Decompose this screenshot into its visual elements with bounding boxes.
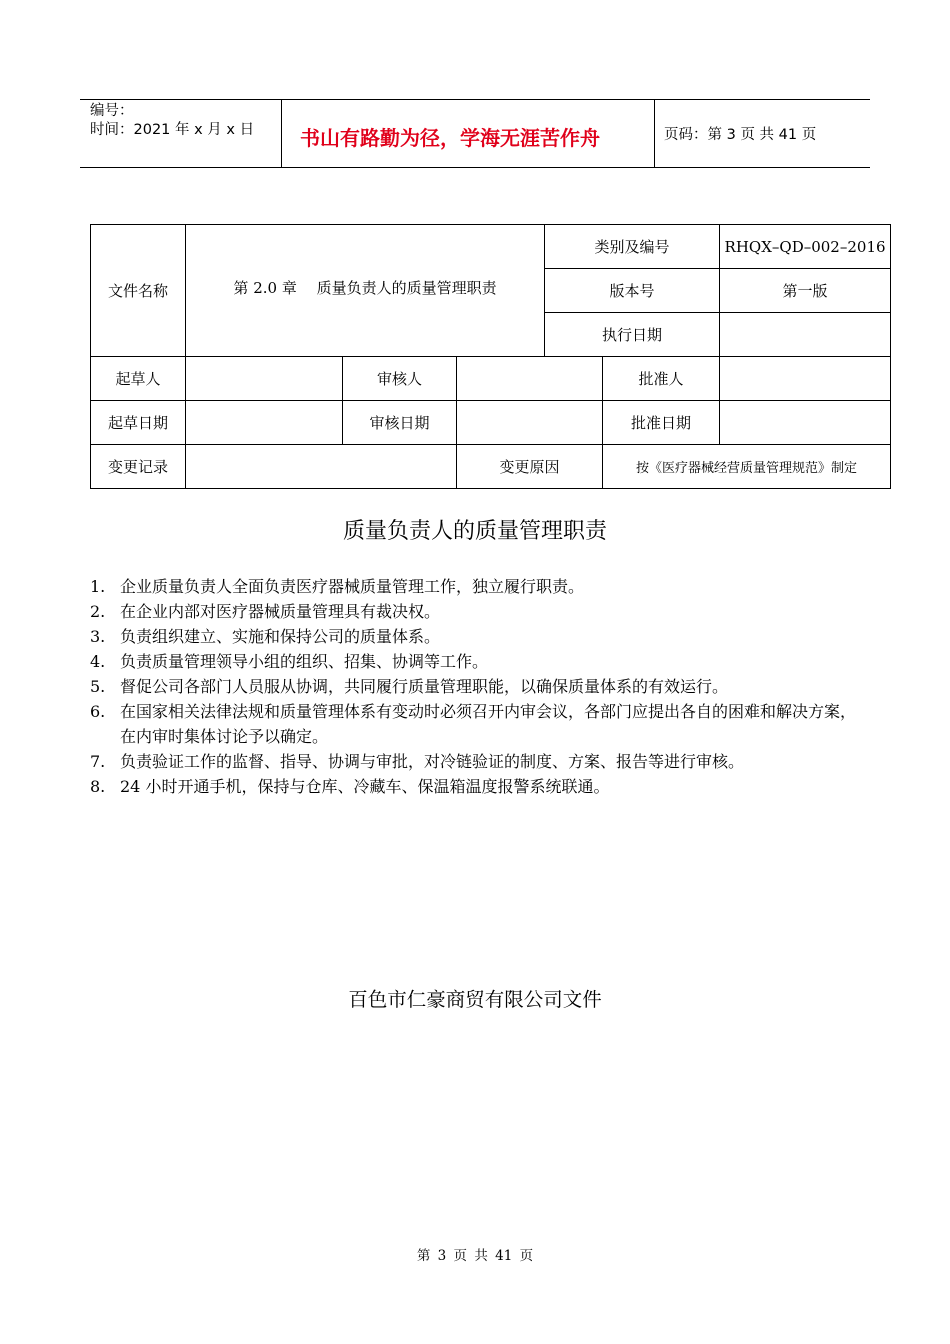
header-page-label: 页码：第 3 页 共 41 页 <box>664 127 817 143</box>
list-item-text: 在国家相关法律法规和质量管理体系有变动时必须召开内审会议，各部门应提出各自的困难和解决方案，在内审时集体讨论予以确定。 <box>120 702 857 746</box>
list-item-number: 2. <box>90 602 106 621</box>
list-item <box>90 774 870 799</box>
company-name: 百色市仁豪商贸有限公司文件 <box>348 988 602 1011</box>
header-motto: 书山有路勤为径，学海无涯苦作舟 <box>300 126 600 150</box>
header-divider-left <box>281 100 282 168</box>
reviewer-value <box>457 357 603 401</box>
list-item <box>90 649 870 674</box>
list-item-number: 4. <box>90 652 106 671</box>
list-item-text: 企业质量负责人全面负责医疗器械质量管理工作，独立履行职责。 <box>120 577 585 596</box>
list-item <box>90 749 870 774</box>
list-item-text: 督促公司各部门人员服从协调，共同履行质量管理职能，以确保质量体系的有效运行。 <box>120 677 729 696</box>
draft-date-value <box>186 401 343 445</box>
approve-date-label: 批准日期 <box>603 401 720 445</box>
list-item-text: 在企业内部对医疗器械质量管理具有裁决权。 <box>120 602 441 621</box>
draft-date-label: 起草日期 <box>91 401 186 445</box>
exec-date-value <box>720 313 891 357</box>
list-item-number: 8. <box>90 777 106 796</box>
version-label: 版本号 <box>545 269 720 313</box>
list-item <box>90 699 870 749</box>
review-date-label: 审核日期 <box>343 401 457 445</box>
doc-name-value: 第 2.0 章 质量负责人的质量管理职责 <box>186 225 545 357</box>
list-item-text: 负责验证工作的监督、指导、协调与审批，对冷链验证的制度、方案、报告等进行审核。 <box>120 752 745 771</box>
list-item-number: 1. <box>90 577 106 596</box>
page-footer: 第 3 页 共 41 页 <box>416 1248 534 1264</box>
change-log-label: 变更记录 <box>91 445 186 489</box>
list-item <box>90 574 870 599</box>
header-number-label: 编号： <box>90 103 134 119</box>
duties-list <box>90 574 870 799</box>
list-item-number: 3. <box>90 627 106 646</box>
approve-date-value <box>720 401 891 445</box>
version-value: 第一版 <box>720 269 891 313</box>
list-item <box>90 674 870 699</box>
list-item-number: 5. <box>90 677 106 696</box>
header-divider-right <box>654 100 655 168</box>
header-time-label: 时间：2021 年 x 月 x 日 <box>90 122 255 138</box>
header-top-rule <box>80 99 870 100</box>
list-item-number: 6. <box>90 702 106 721</box>
doc-name-label: 文件名称 <box>91 225 186 357</box>
review-date-value <box>457 401 603 445</box>
list-item-text: 负责质量管理领导小组的组织、招集、协调等工作。 <box>120 652 489 671</box>
approver-label: 批准人 <box>603 357 720 401</box>
drafter-value <box>186 357 343 401</box>
approver-value <box>720 357 891 401</box>
change-reason-label: 变更原因 <box>457 445 603 489</box>
list-item-text: 负责组织建立、实施和保持公司的质量体系。 <box>120 627 441 646</box>
change-log-value <box>186 445 457 489</box>
header-bottom-rule <box>80 167 870 168</box>
category-value: RHQX–QD–002–2016 <box>720 225 891 269</box>
category-label: 类别及编号 <box>545 225 720 269</box>
drafter-label: 起草人 <box>91 357 186 401</box>
list-item-text: 24 小时开通手机，保持与仓库、冷藏车、保温箱温度报警系统联通。 <box>120 777 610 796</box>
page-title: 质量负责人的质量管理职责 <box>342 519 607 544</box>
list-item <box>90 624 870 649</box>
change-reason-value: 按《医疗器械经营质量管理规范》制定 <box>603 445 891 489</box>
document-info-table <box>90 224 891 489</box>
reviewer-label: 审核人 <box>343 357 457 401</box>
exec-date-label: 执行日期 <box>545 313 720 357</box>
list-item-number: 7. <box>90 752 106 771</box>
list-item <box>90 599 870 624</box>
